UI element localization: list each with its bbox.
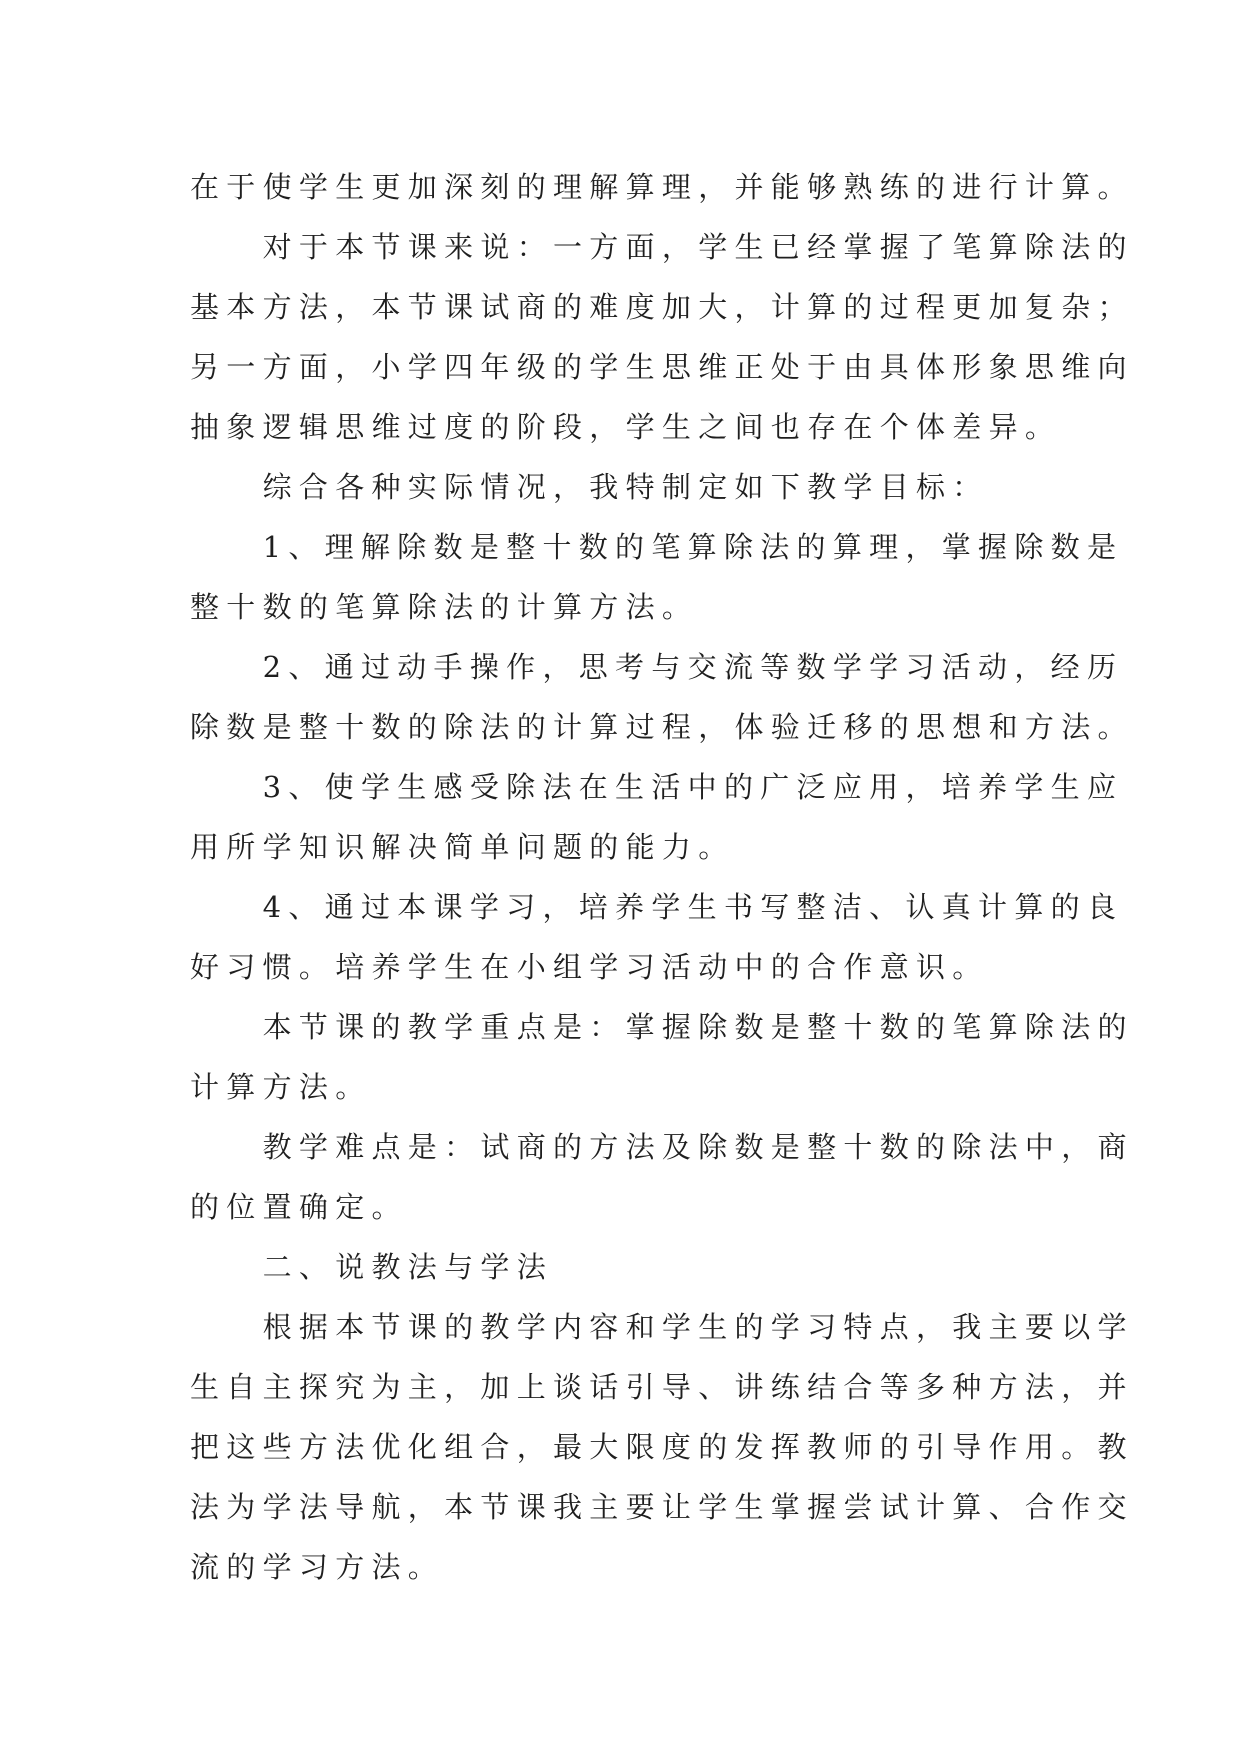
text-line: 生自主探究为主，加上谈话引导、讲练结合等多种方法，并	[190, 1370, 1134, 1404]
text-line: 抽象逻辑思维过度的阶段，学生之间也存在个体差异。	[190, 410, 1062, 444]
document-body	[190, 157, 1134, 1597]
text-line: 除数是整十数的除法的计算过程，体验迁移的思想和方法。	[190, 710, 1134, 744]
text-line: 的位置确定。	[190, 1190, 408, 1224]
text-line: 用所学知识解决简单问题的能力。	[190, 830, 735, 864]
text-line: 法为学法导航，本节课我主要让学生掌握尝试计算、合作交	[190, 1490, 1134, 1524]
text-line: 好习惯。培养学生在小组学习活动中的合作意识。	[190, 950, 989, 984]
text-line: 另一方面，小学四年级的学生思维正处于由具体形象思维向	[190, 350, 1134, 384]
text-line: 流的学习方法。	[190, 1550, 445, 1584]
text-line: 2、通过动手操作，思考与交流等数学学习活动，经历	[190, 650, 1124, 684]
text-line: 1、理解除数是整十数的笔算除法的算理，掌握除数是	[190, 530, 1124, 564]
text-line: 教学难点是：试商的方法及除数是整十数的除法中，商	[190, 1130, 1134, 1164]
text-line: 整十数的笔算除法的计算方法。	[190, 590, 699, 624]
text-line: 计算方法。	[190, 1070, 372, 1104]
text-line: 在于使学生更加深刻的理解算理，并能够熟练的进行计算。	[190, 170, 1134, 204]
section-heading: 二、说教法与学法	[190, 1250, 554, 1284]
text-line: 本节课的教学重点是：掌握除数是整十数的笔算除法的	[190, 1010, 1134, 1044]
text-line: 综合各种实际情况，我特制定如下教学目标：	[190, 470, 989, 504]
text-line: 3、使学生感受除法在生活中的广泛应用，培养学生应	[190, 770, 1124, 804]
text-line: 根据本节课的教学内容和学生的学习特点，我主要以学	[190, 1310, 1134, 1344]
text-line: 基本方法，本节课试商的难度加大，计算的过程更加复杂；	[190, 290, 1134, 324]
text-line: 对于本节课来说：一方面，学生已经掌握了笔算除法的	[190, 230, 1134, 264]
text-line: 4、通过本课学习，培养学生书写整洁、认真计算的良	[190, 890, 1124, 924]
text-line: 把这些方法优化组合，最大限度的发挥教师的引导作用。教	[190, 1430, 1134, 1464]
